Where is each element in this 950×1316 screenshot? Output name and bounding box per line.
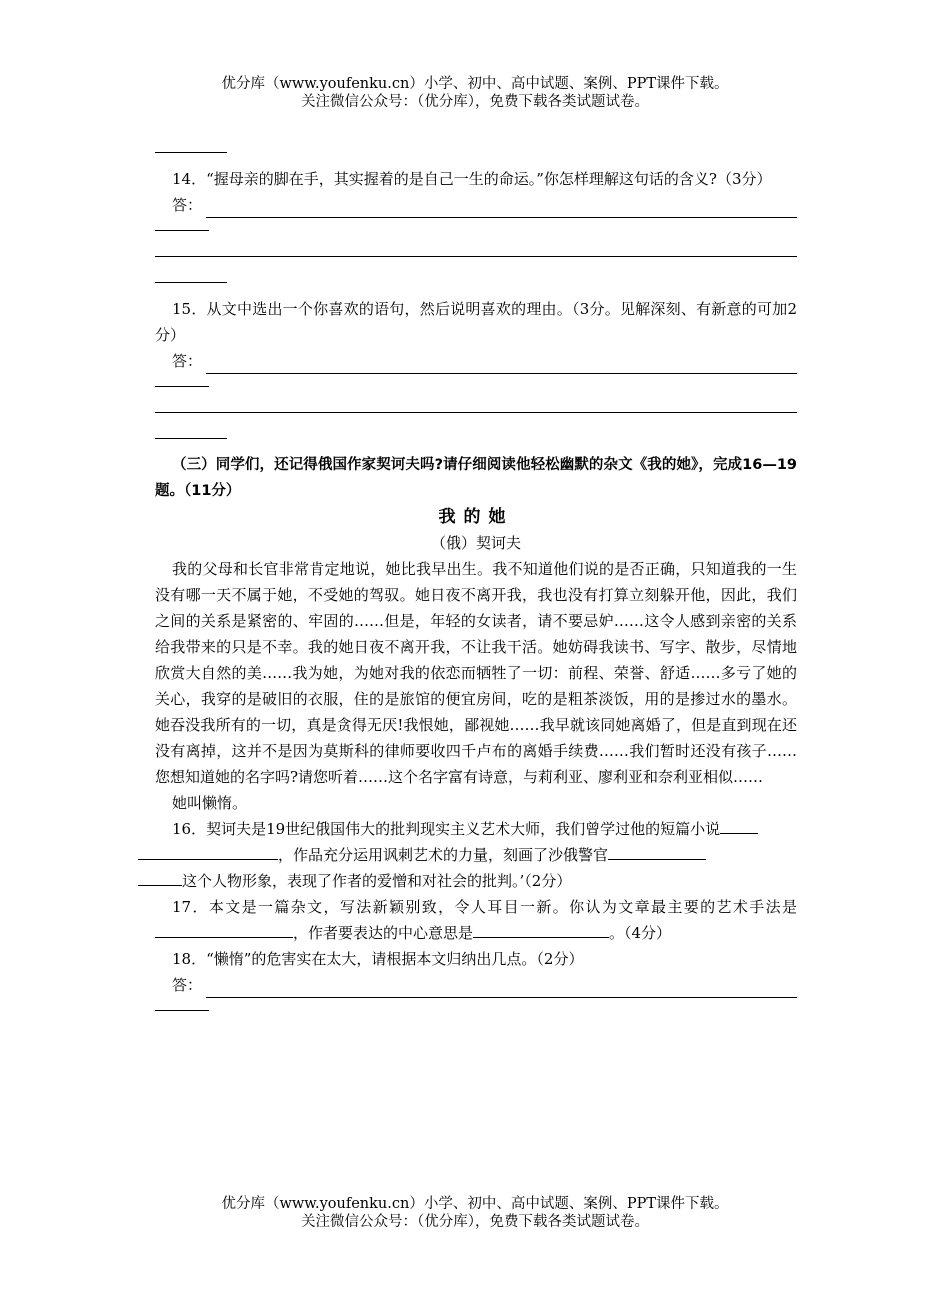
- answer-line-short: [155, 230, 209, 231]
- answer-line-short: [155, 386, 209, 387]
- article-paragraph-1: 我的父母和长官非常肯定地说，她比我早出生。我不知道他们说的是否正确，只知道我的一生没有哪一天不属于她，不受她的驾驭。她日夜不离开我，我也没有打算立刻躲开他，因此，我们之间的关系是紧密的、牢固的……但是，年轻的女读者，请不要忌妒……这令人感到亲密的关系给我带来的只是不幸。我的她日夜不离开我，不让我干活。她妨碍我读书、写字、散步，尽情地欣赏大自然的美……我为她，为她对我的依恋而牺牲了一切：前程、荣誉、舒适……多亏了她的关心，我穿的是破旧的衣服，住的是旅馆的便宜房间，吃的是粗茶淡饭，用的是掺过水的墨水。她吞没我所有的一切，真是贪得无厌!我恨她，鄙视她……我早就该同她离婚了，但是直到现在还没有离掉，这并不是因为莫斯科的律师要收四千卢布的离婚手续费……我们暂时还没有孩子……您想知道她的名字吗?请您听着……这个名字富有诗意，与莉利亚、廖利亚和奈利亚相似……: [155, 560, 797, 786]
- q16-part-3: 这个人物形象，表现了作者的爱憎和对社会的批判。’（2分）: [182, 872, 572, 890]
- page-header: [0, 75, 950, 111]
- question-17: [155, 894, 797, 946]
- q18-answer-line-1-tail: [155, 998, 797, 1024]
- q14-answer-line-1-tail: [155, 218, 797, 244]
- header-line-2: 关注微信公众号：（优分库），免费下载各类试题试卷。: [301, 94, 649, 110]
- question-18: 18．“懒惰”的危害实在太大，请根据本文归纳出几点。（2分）: [172, 950, 584, 968]
- q15-answer-line-1[interactable]: [206, 361, 797, 374]
- q16-blank-1[interactable]: [138, 844, 278, 860]
- q16-blank-1-head[interactable]: [720, 818, 758, 834]
- q14-answer-line-2-row: [155, 244, 797, 270]
- q15-answer-line-2-tail: [155, 426, 797, 452]
- q16-part-2: ，作品充分运用讽刺艺术的力量，刻画了沙俄警官: [278, 846, 609, 864]
- q15-answer-line-2-row: [155, 400, 797, 426]
- q15-answer-label: 答：: [172, 352, 203, 370]
- q18-answer-line-1[interactable]: [206, 985, 797, 998]
- question-16: [155, 816, 797, 894]
- answer-line-short: [155, 152, 227, 153]
- q14-answer-line-2[interactable]: [155, 256, 797, 257]
- q17-blank-2[interactable]: [473, 922, 609, 938]
- q14-answer-line-2-tail: [155, 270, 797, 296]
- q16-blank-2-tail[interactable]: [138, 870, 182, 886]
- answer-line-short: [155, 1010, 209, 1011]
- q15-answer-line-2[interactable]: [155, 412, 797, 413]
- article-author: （俄）契诃夫: [430, 534, 521, 552]
- question-15: 15．从文中选出一个你喜欢的语句，然后说明喜欢的理由。（3分。见解深刻、有新意的可加2分）: [155, 300, 797, 344]
- q14-answer-line-1[interactable]: [206, 205, 797, 218]
- q17-part-2: ，作者要表达的中心意思是: [293, 924, 474, 942]
- q15-answer-row: [155, 348, 797, 374]
- page-content: [155, 140, 797, 1024]
- q18-answer-label: 答：: [172, 976, 203, 994]
- q14-answer-label: 答：: [172, 196, 203, 214]
- q16-blank-2[interactable]: [608, 844, 706, 860]
- answer-line-short: [155, 282, 227, 283]
- q16-part-1: 16．契诃夫是19世纪俄国伟大的批判现实主义艺术大师，我们曾学过他的短篇小说: [172, 820, 721, 838]
- q14-answer-row: [155, 192, 797, 218]
- question-14: 14．“握母亲的脚在手，其实握着的是自己一生的命运。”你怎样理解这句话的含义?（3分）: [172, 170, 772, 188]
- q17-part-1: 17．本文是一篇杂文，写法新颖别致，令人耳目一新。你认为文章最主要的艺术手法是: [172, 898, 797, 916]
- footer-line-1: 优分库（www.youfenku.cn）小学、初中、高中试题、案例、PPT课件下载。: [221, 1196, 729, 1212]
- answer-line-short: [155, 438, 227, 439]
- article-paragraph-2: 她叫懒惰。: [172, 794, 248, 812]
- continuation-answer-line: [155, 140, 797, 166]
- q17-part-3: 。（4分）: [609, 924, 672, 942]
- article-title: 我的她: [438, 507, 514, 527]
- section-3-intro: （三）同学们，还记得俄国作家契诃夫吗?请仔细阅读他轻松幽默的杂文《我的她》，完成16—19题。（11分）: [155, 457, 797, 499]
- header-line-1: 优分库（www.youfenku.cn）小学、初中、高中试题、案例、PPT课件下载。: [221, 76, 729, 92]
- page-footer: [0, 1195, 950, 1231]
- q18-answer-row: [155, 972, 797, 998]
- q17-blank-1[interactable]: [155, 922, 293, 938]
- footer-line-2: 关注微信公众号：（优分库），免费下载各类试题试卷。: [301, 1214, 649, 1230]
- q15-answer-line-1-tail: [155, 374, 797, 400]
